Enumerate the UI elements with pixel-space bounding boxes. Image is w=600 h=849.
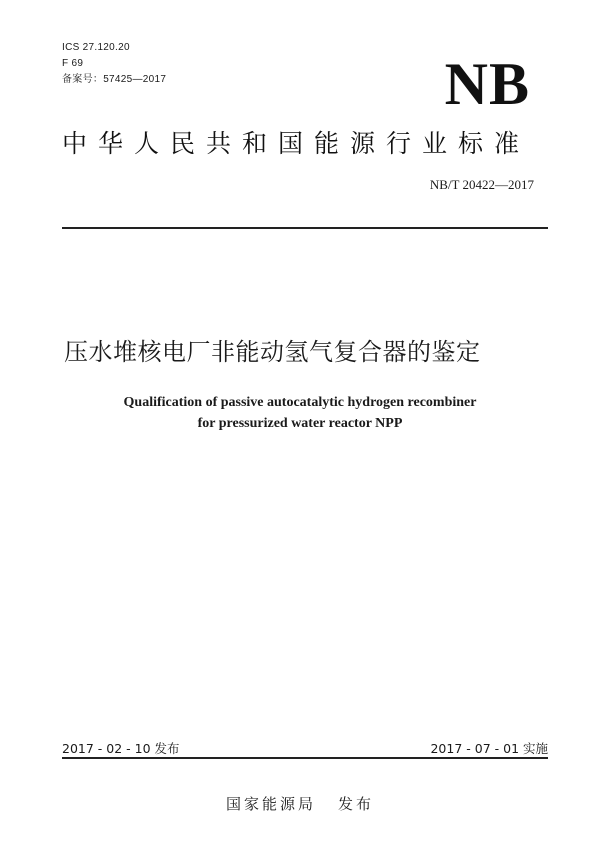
nb-logo: NB [444, 51, 530, 117]
english-title-line-1: Qualification of passive autocatalytic hydrogen recombiner [123, 395, 477, 410]
standard-type-title: 中华人民共和国能源行业标准 [62, 129, 531, 158]
publisher-action: 发布 [338, 795, 375, 813]
classification-block [62, 40, 166, 88]
record-number: 备案号：57425—2017 [62, 74, 167, 85]
publisher-name: 国家能源局 [225, 795, 316, 813]
effective-date: 2017 - 07 - 01 实施 [430, 741, 548, 756]
bottom-divider [62, 757, 548, 759]
category-code: F 69 [62, 58, 84, 69]
english-title [0, 392, 600, 434]
issue-date: 2017 - 02 - 10 发布 [62, 741, 180, 756]
chinese-title: 压水堆核电厂非能动氢气复合器的鉴定 [64, 338, 481, 366]
top-divider [62, 227, 548, 229]
publisher-line [0, 793, 600, 814]
standard-number: NB/T 20422—2017 [429, 177, 534, 192]
english-title-line-2: for pressurized water reactor NPP [197, 416, 403, 431]
ics-code: ICS 27.120.20 [62, 42, 130, 53]
